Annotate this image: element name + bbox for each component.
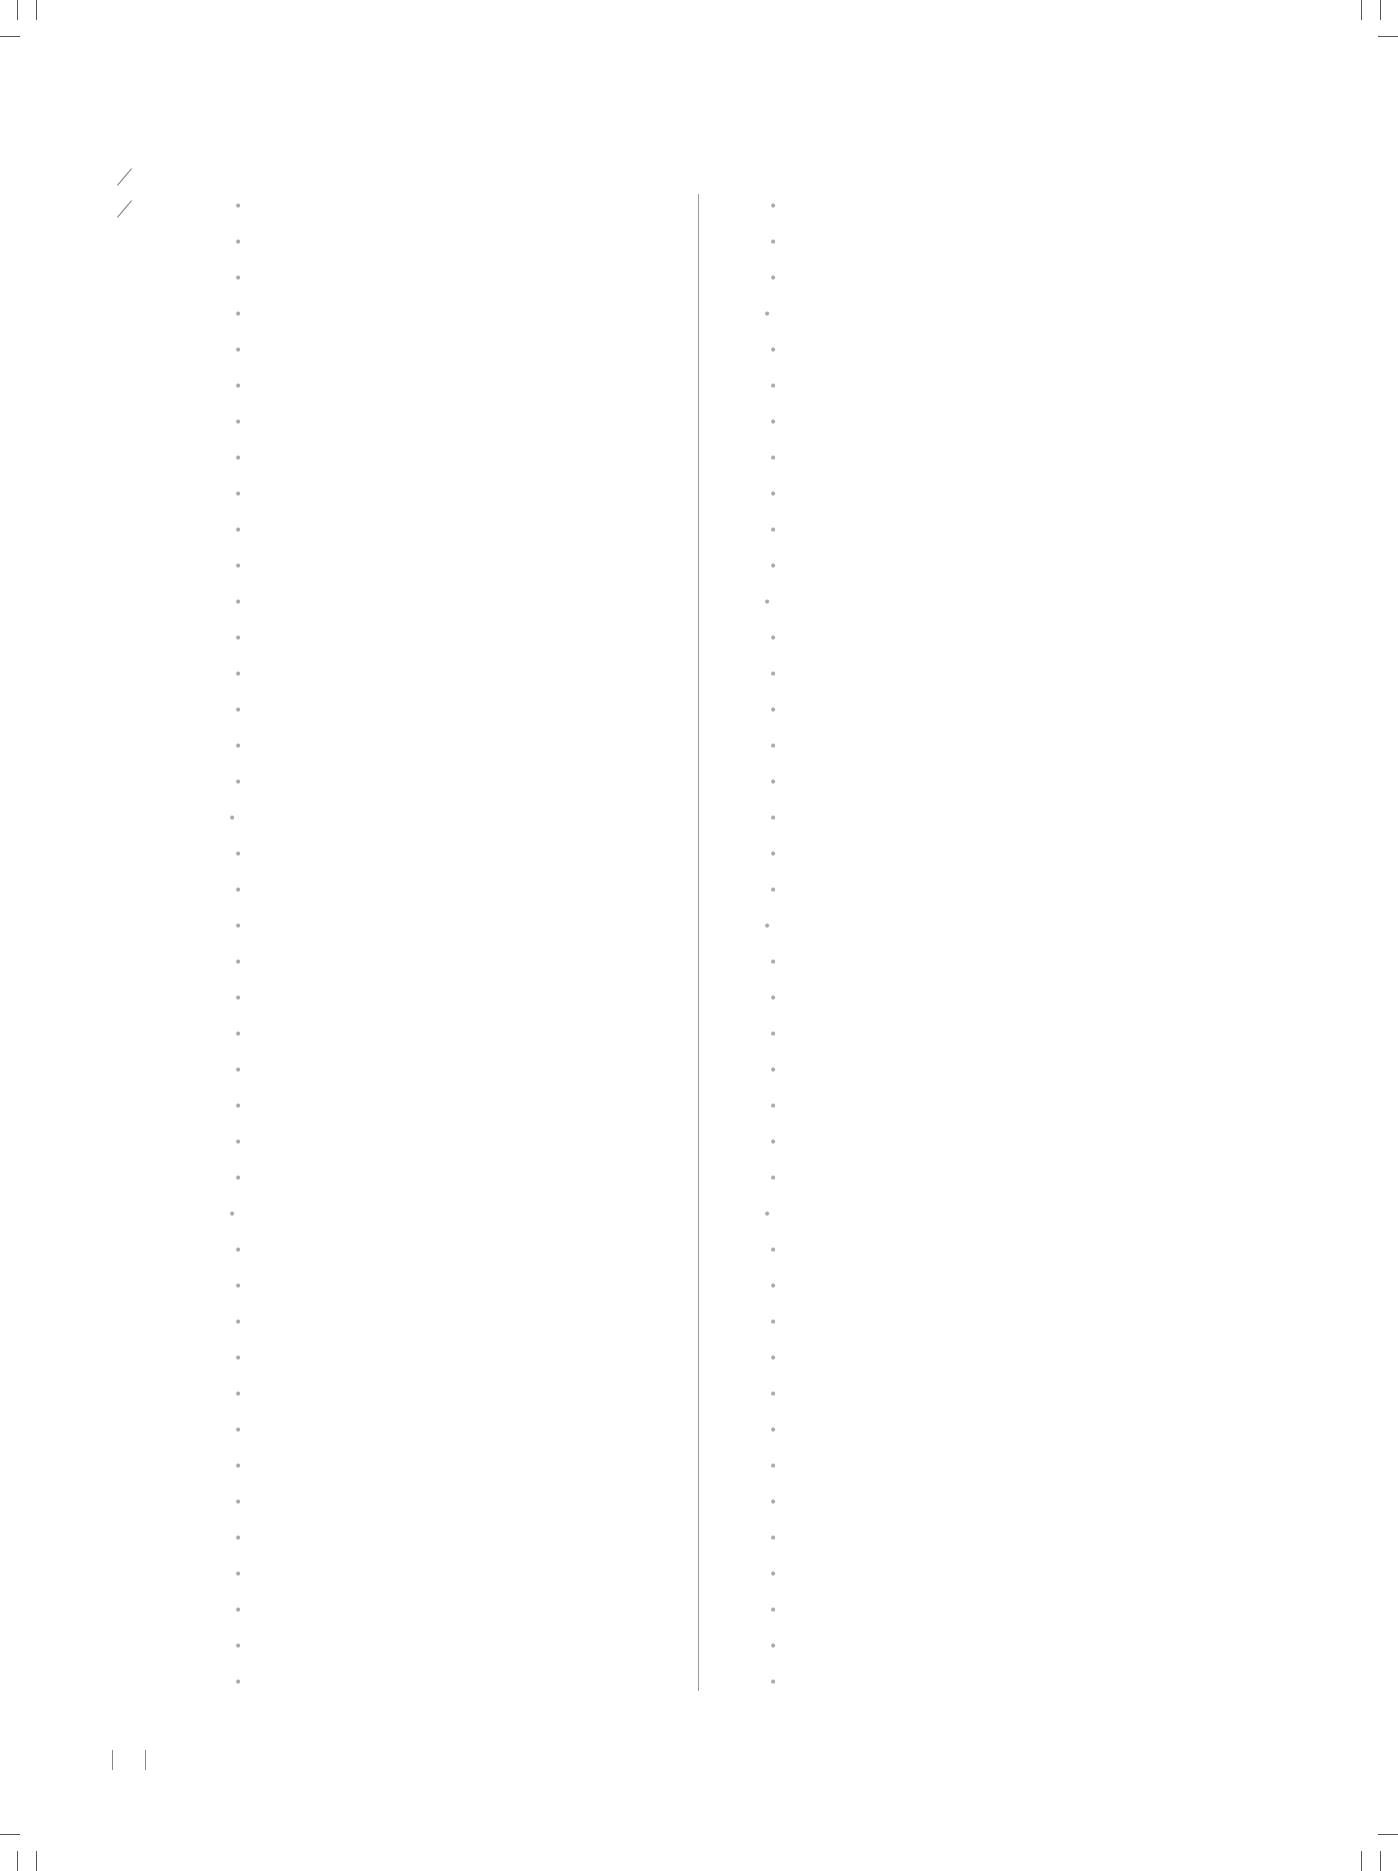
footer-rule (145, 1750, 146, 1770)
toc-entry[interactable] (751, 1629, 789, 1665)
leader-dot: • (769, 1603, 778, 1619)
leader-dot: • (769, 559, 778, 575)
toc-entry[interactable] (751, 261, 789, 297)
toc-entry[interactable] (216, 621, 254, 657)
toc-entry[interactable] (751, 1449, 789, 1485)
crop-mark (0, 36, 20, 37)
leader-dot: • (769, 775, 778, 791)
toc-section-heading[interactable] (751, 909, 789, 945)
toc-entry[interactable] (751, 621, 789, 657)
toc-entry[interactable] (216, 585, 254, 621)
toc-section-heading[interactable] (216, 801, 254, 837)
toc-entry[interactable] (751, 1053, 789, 1089)
leader-dot: • (769, 1459, 778, 1475)
leader-dot: • (769, 343, 778, 359)
leader-dot: • (234, 1135, 243, 1151)
leader-dot: • (234, 739, 243, 755)
toc-entry[interactable] (216, 1053, 254, 1089)
toc-entry[interactable] (751, 1233, 789, 1269)
leader-dot: • (769, 1387, 778, 1403)
toc-section-heading[interactable] (751, 297, 789, 333)
leader-dot: • (234, 1567, 243, 1583)
leader-dot: • (234, 451, 243, 467)
toc-entry[interactable] (751, 1017, 789, 1053)
leader-dot: • (234, 1279, 243, 1295)
leader-dot: • (234, 1243, 243, 1259)
toc-entry[interactable] (216, 1629, 254, 1665)
header-slash (117, 168, 132, 185)
leader-dot: • (234, 1531, 243, 1547)
leader-dot: • (234, 1099, 243, 1115)
leader-dot: • (769, 955, 778, 971)
toc-entry[interactable] (216, 1413, 254, 1449)
leader-dot: • (234, 1603, 243, 1619)
leader-dot: • (769, 1027, 778, 1043)
leader-dot: • (234, 1639, 243, 1655)
leader-dot: • (234, 1351, 243, 1367)
toc-entry[interactable] (216, 1161, 254, 1197)
toc-entry[interactable] (751, 189, 789, 225)
leader-dot: • (769, 1351, 778, 1367)
leader-dot: • (234, 667, 243, 683)
leader-dot: • (769, 667, 778, 683)
leader-dot: • (234, 595, 243, 611)
footer-rule (112, 1750, 113, 1770)
toc-entry[interactable] (216, 1377, 254, 1413)
toc-entry[interactable] (751, 945, 789, 981)
toc-entry[interactable] (216, 1521, 254, 1557)
leader-dot: • (234, 559, 243, 575)
leader-dot: • (769, 883, 778, 899)
toc-entry[interactable] (751, 1341, 789, 1377)
toc-entry[interactable] (751, 1089, 789, 1125)
toc-entry[interactable] (216, 1341, 254, 1377)
crop-mark (0, 1834, 20, 1835)
leader-dot: • (769, 1171, 778, 1187)
leader-dot: • (769, 199, 778, 215)
leader-dot: • (234, 271, 243, 287)
toc-right-column (751, 189, 789, 1701)
toc-entry[interactable] (216, 909, 254, 945)
leader-dot: • (769, 631, 778, 647)
toc-entry[interactable] (216, 1665, 254, 1701)
leader-dot: • (234, 235, 243, 251)
toc-entry[interactable] (751, 1557, 789, 1593)
leader-dot: • (234, 1459, 243, 1475)
leader-dot: • (769, 703, 778, 719)
leader-dot: • (769, 379, 778, 395)
toc-section-heading[interactable] (751, 1197, 789, 1233)
toc-entry[interactable] (751, 1665, 789, 1701)
toc-entry[interactable] (216, 657, 254, 693)
leader-dot: • (769, 1063, 778, 1079)
toc-entry[interactable] (216, 477, 254, 513)
toc-entry[interactable] (751, 333, 789, 369)
leader-dot: • (234, 199, 243, 215)
toc-entry[interactable] (216, 549, 254, 585)
toc-entry[interactable] (751, 1413, 789, 1449)
toc-entry[interactable] (751, 873, 789, 909)
toc-entry[interactable] (751, 1521, 789, 1557)
toc-entry[interactable] (751, 369, 789, 405)
toc-entry[interactable] (216, 189, 254, 225)
toc-entry[interactable] (216, 729, 254, 765)
leader-dot: • (763, 307, 772, 323)
leader-dot: • (769, 1639, 778, 1655)
toc-entry[interactable] (216, 513, 254, 549)
toc-entry[interactable] (216, 1017, 254, 1053)
leader-dot: • (228, 811, 237, 827)
leader-dot: • (769, 1315, 778, 1331)
leader-dot: • (234, 847, 243, 863)
toc-entry[interactable] (216, 369, 254, 405)
crop-mark (17, 1851, 18, 1871)
toc-entry[interactable] (216, 1449, 254, 1485)
leader-dot: • (234, 307, 243, 323)
toc-entry[interactable] (216, 981, 254, 1017)
leader-dot: • (234, 523, 243, 539)
toc-entry[interactable] (751, 477, 789, 513)
leader-dot: • (769, 523, 778, 539)
toc-entry[interactable] (751, 1593, 789, 1629)
crop-mark (1380, 1851, 1381, 1871)
leader-dot: • (769, 739, 778, 755)
toc-entry[interactable] (216, 261, 254, 297)
leader-dot: • (769, 811, 778, 827)
toc-entry[interactable] (216, 1593, 254, 1629)
toc-entry[interactable] (216, 441, 254, 477)
leader-dot: • (234, 1495, 243, 1511)
leader-dot: • (234, 955, 243, 971)
toc-entry[interactable] (216, 837, 254, 873)
toc-section-heading[interactable] (216, 1197, 254, 1233)
leader-dot: • (769, 1279, 778, 1295)
toc-entry[interactable] (751, 1269, 789, 1305)
toc-entry[interactable] (216, 1485, 254, 1521)
leader-dot: • (234, 919, 243, 935)
leader-dot: • (228, 1207, 237, 1223)
toc-entry[interactable] (216, 1089, 254, 1125)
toc-entry[interactable] (751, 693, 789, 729)
toc-entry[interactable] (216, 1125, 254, 1161)
crop-mark (1378, 36, 1398, 37)
toc-entry[interactable] (216, 1557, 254, 1593)
leader-dot: • (769, 1531, 778, 1547)
leader-dot: • (769, 1243, 778, 1259)
leader-dot: • (234, 991, 243, 1007)
toc-entry[interactable] (751, 729, 789, 765)
leader-dot: • (769, 1567, 778, 1583)
crop-mark (1361, 0, 1362, 20)
toc-entry[interactable] (216, 693, 254, 729)
toc-entry[interactable] (751, 1161, 789, 1197)
toc-entry[interactable] (216, 1233, 254, 1269)
crop-mark (36, 0, 37, 20)
toc-entry[interactable] (751, 1485, 789, 1521)
crop-mark (1378, 1834, 1398, 1835)
leader-dot: • (769, 1423, 778, 1439)
toc-entry[interactable] (216, 1269, 254, 1305)
toc-entry[interactable] (216, 297, 254, 333)
leader-dot: • (234, 1027, 243, 1043)
leader-dot: • (234, 487, 243, 503)
leader-dot: • (234, 1675, 243, 1691)
toc-entry[interactable] (751, 981, 789, 1017)
page-footer (112, 1750, 146, 1770)
toc-entry[interactable] (216, 225, 254, 261)
leader-dot: • (234, 1171, 243, 1187)
header-slash (117, 200, 132, 217)
toc-entry[interactable] (216, 333, 254, 369)
toc-entry[interactable] (216, 405, 254, 441)
toc-entry[interactable] (751, 225, 789, 261)
toc-entry[interactable] (751, 657, 789, 693)
toc-left-column (216, 189, 254, 1701)
leader-dot: • (234, 703, 243, 719)
leader-dot: • (769, 271, 778, 287)
leader-dot: • (234, 775, 243, 791)
leader-dot: • (234, 343, 243, 359)
toc-entry[interactable] (751, 801, 789, 837)
leader-dot: • (234, 1315, 243, 1331)
toc-entry[interactable] (751, 549, 789, 585)
toc-entry[interactable] (751, 441, 789, 477)
leader-dot: • (769, 235, 778, 251)
leader-dot: • (769, 415, 778, 431)
toc-entry[interactable] (751, 765, 789, 801)
running-header (112, 162, 136, 226)
column-divider (698, 194, 699, 1691)
leader-dot: • (763, 919, 772, 935)
toc-entry[interactable] (751, 837, 789, 873)
crop-mark (17, 0, 18, 20)
toc-entry[interactable] (216, 1305, 254, 1341)
toc-entry[interactable] (216, 765, 254, 801)
leader-dot: • (769, 1675, 778, 1691)
leader-dot: • (769, 847, 778, 863)
toc-entry[interactable] (216, 945, 254, 981)
leader-dot: • (234, 631, 243, 647)
crop-mark (1361, 1851, 1362, 1871)
leader-dot: • (769, 451, 778, 467)
toc-entry[interactable] (751, 1377, 789, 1413)
toc-entry[interactable] (216, 873, 254, 909)
leader-dot: • (763, 1207, 772, 1223)
crop-mark (36, 1851, 37, 1871)
toc-entry[interactable] (751, 1305, 789, 1341)
leader-dot: • (234, 415, 243, 431)
toc-entry[interactable] (751, 405, 789, 441)
leader-dot: • (234, 1387, 243, 1403)
crop-mark (1380, 0, 1381, 20)
leader-dot: • (769, 991, 778, 1007)
leader-dot: • (234, 883, 243, 899)
leader-dot: • (234, 1063, 243, 1079)
leader-dot: • (769, 487, 778, 503)
leader-dot: • (234, 1423, 243, 1439)
toc-section-heading[interactable] (751, 585, 789, 621)
leader-dot: • (234, 379, 243, 395)
toc-entry[interactable] (751, 1125, 789, 1161)
leader-dot: • (769, 1495, 778, 1511)
leader-dot: • (763, 595, 772, 611)
toc-entry[interactable] (751, 513, 789, 549)
leader-dot: • (769, 1099, 778, 1115)
leader-dot: • (769, 1135, 778, 1151)
